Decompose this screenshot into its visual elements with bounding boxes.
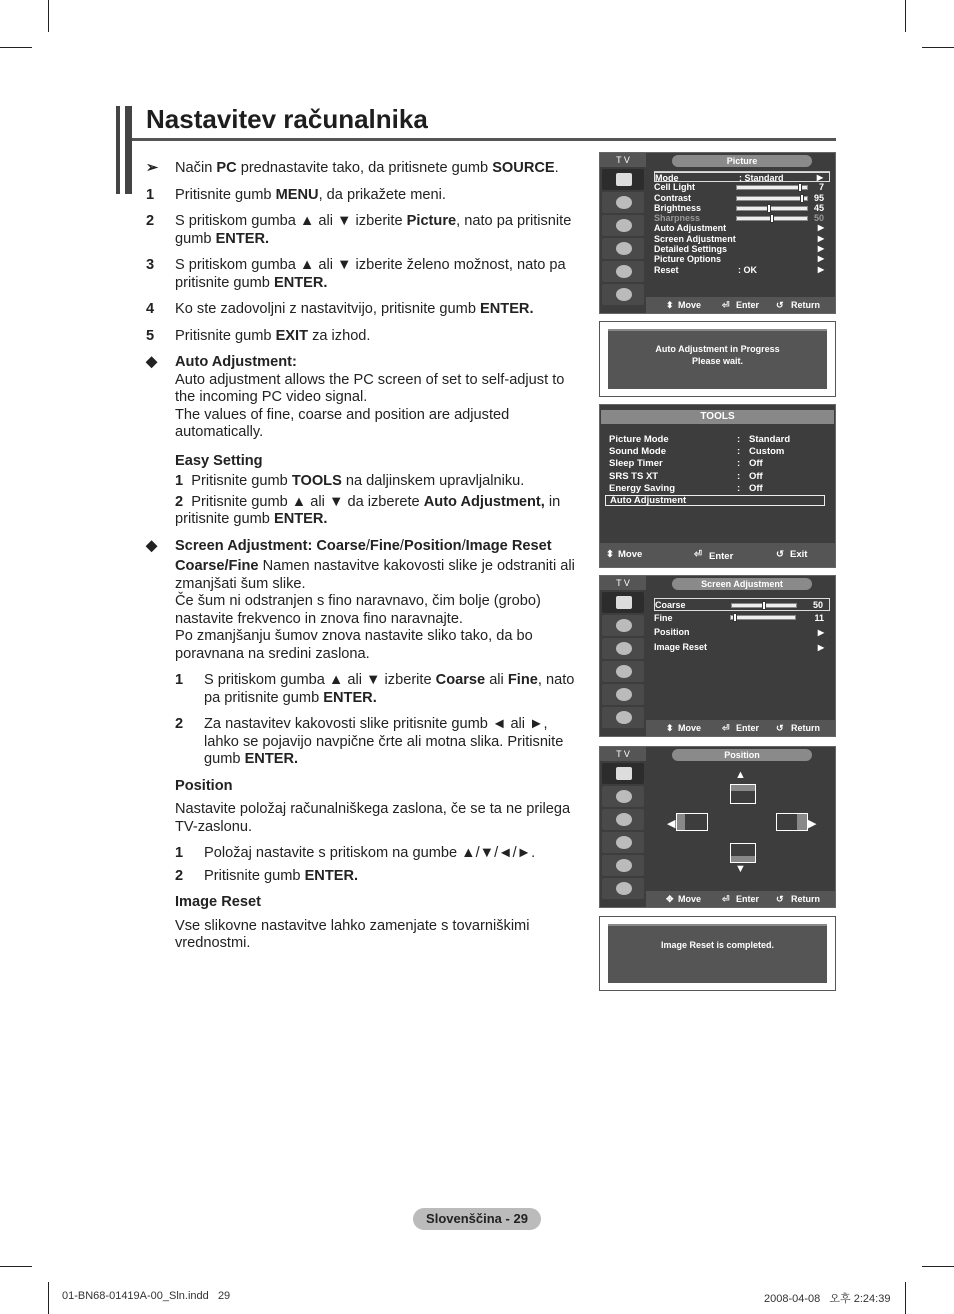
intro-line: ➢ Način PC prednastavite tako, da pritisnete gumb SOURCE. bbox=[146, 160, 559, 176]
tools-row-srs[interactable]: SRS TS XT : Off bbox=[609, 471, 763, 482]
osd-menu-list bbox=[654, 171, 830, 275]
cell-light-bar[interactable] bbox=[736, 185, 808, 190]
screen-adjustment-heading: Screen Adjustment: Coarse/Fine/Position/Image Reset bbox=[175, 537, 552, 554]
menu-item-sharpness: Sharpness 50 bbox=[654, 213, 824, 224]
osd-footer: ⬍ Move ⏎ Enter ↺ Return bbox=[646, 297, 835, 313]
coarse-fine-section: Coarse/Fine Namen nastavitve kakovosti slike je odstraniti ali zmanjšati šum slike. Če šum ni odstranjen s fino naravnavo, čim bolje (grobo) nastavite frekvenco in znova fino naravnajte. Po zmanjšanju šumov znova nastavite sliko tako, da bo poravnana na sredini zaslona. 1 S pritiskom gumba ▲ ali ▼ izberite Coarse ali Fine, nato pa pritisnite gumb ENTER. 2 Za nastavitev kakovosti slike pritisnite gumb ◄ ali ►, lahko se pojavijo navpične črte ali motna slika. Pritisnite gumb ENTER. Position Nastavite položaj računalniškega zaslona, če se ta ne prilega TV-zaslonu. 1 Položaj nastavite s pritiskom na gumbe ▲/▼/◄/►. 2 Pritisnite gumb ENTER. Image Reset Vse slikovne nastavitve lahko zamenjate s tovarniškimi vrednostmi. bbox=[175, 558, 586, 953]
osd-header: Picture bbox=[672, 155, 812, 167]
tools-header: TOOLS bbox=[601, 410, 834, 424]
easy-step-1: 1 Pritisnite gumb TOOLS na daljinskem upravljalniku. bbox=[175, 473, 525, 489]
image-reset-heading: Image Reset bbox=[175, 894, 261, 910]
tools-row-sound-mode[interactable]: Sound Mode : Custom bbox=[609, 446, 785, 457]
arrow-left-icon[interactable]: ◀ bbox=[667, 818, 676, 830]
arrow-down-icon[interactable]: ▼ bbox=[735, 863, 746, 875]
screen-top-indicator bbox=[730, 784, 756, 804]
sound-icon[interactable] bbox=[602, 786, 644, 807]
move-icon: ⬍ bbox=[666, 300, 674, 310]
easy-setting-heading: Easy Setting bbox=[175, 452, 263, 469]
menu-item-contrast[interactable]: Contrast 95 bbox=[654, 192, 824, 203]
sound-icon[interactable] bbox=[602, 192, 644, 213]
return-icon: ↺ bbox=[776, 723, 784, 733]
tv-tab: T V bbox=[600, 747, 646, 761]
picture-icon[interactable] bbox=[602, 169, 644, 190]
menu-item-position[interactable]: Position ▶ bbox=[654, 627, 824, 637]
position-step-1: 1 Položaj nastavite s pritiskom na gumbe ▲/▼/◄/►. bbox=[175, 845, 536, 861]
screen-adjustment-heading-row bbox=[146, 538, 586, 556]
instructions-column bbox=[146, 160, 586, 962]
menu-item-cell-light[interactable]: Cell Light 7 bbox=[654, 182, 824, 193]
arrow-icon: ➢ bbox=[146, 160, 159, 176]
input-icon[interactable] bbox=[602, 855, 644, 876]
tools-row-auto-adjustment[interactable]: Auto Adjustment bbox=[605, 495, 825, 506]
crop-mark bbox=[922, 1266, 954, 1267]
sound-icon[interactable] bbox=[602, 615, 644, 636]
osd-footer: ✥ Move ⏎ Enter ↺ Return bbox=[646, 891, 835, 907]
osd-header: Screen Adjustment bbox=[672, 578, 812, 590]
menu-item-picture-options[interactable]: Picture Options ▶ bbox=[654, 254, 824, 265]
coarse-bar[interactable] bbox=[731, 603, 797, 608]
title-accent-bar bbox=[116, 106, 132, 194]
setup-icon[interactable] bbox=[602, 238, 644, 259]
menu-item-screen-adjustment[interactable]: Screen Adjustment ▶ bbox=[654, 233, 824, 244]
crop-mark bbox=[48, 1282, 49, 1314]
enter-icon: ⏎ bbox=[722, 300, 730, 310]
tv-tab: T V bbox=[600, 576, 646, 590]
picture-icon[interactable] bbox=[602, 592, 644, 613]
menu-item-brightness[interactable]: Brightness 45 bbox=[654, 202, 824, 213]
easy-setting-section bbox=[175, 453, 586, 529]
page-title: Nastavitev računalnika bbox=[146, 104, 428, 134]
step-3: 3 S pritiskom gumba ▲ ali ▼ izberite želeno možnost, nato pa pritisnite gumb ENTER. bbox=[146, 257, 566, 291]
position-step-2: 2 Pritisnite gumb ENTER. bbox=[175, 867, 359, 884]
menu-item-coarse[interactable]: Coarse 50 bbox=[654, 598, 830, 611]
crop-mark bbox=[0, 47, 32, 48]
sharpness-bar bbox=[736, 216, 808, 221]
osd-menu-list bbox=[654, 598, 830, 655]
step-5: 5 Pritisnite gumb EXIT za izhod. bbox=[146, 327, 371, 344]
tools-row-picture-mode[interactable]: Picture Mode : Standard bbox=[609, 434, 791, 445]
osd-header: Position bbox=[672, 749, 812, 761]
menu-item-mode[interactable]: Mode : Standard ▶ bbox=[654, 172, 830, 182]
title-underline bbox=[132, 138, 836, 141]
enter-icon: ⏎ bbox=[722, 894, 730, 904]
crop-mark bbox=[48, 0, 49, 32]
tools-footer: ⬍ Move ⏎ Enter ↺ Exit bbox=[600, 543, 835, 567]
application-icon[interactable] bbox=[602, 878, 644, 899]
position-heading: Position bbox=[175, 777, 233, 794]
auto-adjustment-progress-box: Auto Adjustment in Progress Please wait. bbox=[599, 321, 836, 397]
move-icon: ✥ bbox=[666, 894, 674, 904]
position-adjust-area[interactable] bbox=[646, 763, 835, 891]
input-icon[interactable] bbox=[602, 684, 644, 705]
crop-mark bbox=[922, 47, 954, 48]
step-1: 1 Pritisnite gumb MENU, da prikažete meni. bbox=[146, 186, 446, 203]
menu-item-detailed-settings[interactable]: Detailed Settings ▶ bbox=[654, 244, 824, 255]
page-number: Slovenščina - 29 bbox=[413, 1208, 541, 1230]
image-reset-box: Image Reset is completed. bbox=[599, 916, 836, 991]
auto-adjustment-section: ◆ Auto Adjustment: Auto adjustment allows the PC screen of set to self-adjust to the incoming PC video signal. The values of fine, coarse and position are adjusted automatically. bbox=[146, 354, 565, 440]
osd-picture-menu bbox=[599, 152, 836, 314]
tools-menu bbox=[599, 404, 836, 568]
osd-sidebar bbox=[600, 169, 646, 307]
channel-icon[interactable] bbox=[602, 215, 644, 236]
footer-timestamp: 2008-04-08 오후 2:24:39 bbox=[764, 1293, 891, 1305]
menu-item-image-reset[interactable]: Image Reset ▶ bbox=[654, 642, 824, 652]
application-icon[interactable] bbox=[602, 284, 644, 305]
menu-item-reset[interactable]: Reset : OK ▶ bbox=[654, 264, 824, 275]
application-icon[interactable] bbox=[602, 707, 644, 728]
footer-file-info: 01-BN68-01419A-00_Sln.indd 29 bbox=[62, 1290, 231, 1302]
input-icon[interactable] bbox=[602, 261, 644, 282]
enter-icon: ⏎ bbox=[694, 549, 702, 560]
tv-tab: T V bbox=[600, 153, 646, 167]
step-4: 4 Ko ste zadovoljni z nastavitvijo, pritisnite gumb ENTER. bbox=[146, 301, 534, 317]
setup-icon[interactable] bbox=[602, 832, 644, 853]
screen-bottom-indicator bbox=[730, 843, 756, 863]
step-2: 2 S pritiskom gumba ▲ ali ▼ izberite Picture, nato pa pritisnite gumb ENTER. bbox=[146, 213, 572, 247]
osd-sidebar bbox=[600, 763, 646, 901]
brightness-bar[interactable] bbox=[736, 206, 808, 211]
coarse-fine-step-2: 2 Za nastavitev kakovosti slike pritisnite gumb ◄ ali ►, lahko se pojavijo navpične črte ali motna slika. Pritisnite gumb ENTER. bbox=[175, 716, 564, 767]
tools-row-sleep-timer[interactable]: Sleep Timer : Off bbox=[609, 458, 763, 469]
return-icon: ↺ bbox=[776, 300, 784, 310]
channel-icon[interactable] bbox=[602, 638, 644, 659]
contrast-bar[interactable] bbox=[736, 196, 808, 201]
crop-mark bbox=[905, 0, 906, 32]
menu-item-auto-adjustment[interactable]: Auto Adjustment ▶ bbox=[654, 223, 824, 234]
coarse-fine-step-1: 1 S pritiskom gumba ▲ ali ▼ izberite Coarse ali Fine, nato pa pritisnite gumb ENTER. bbox=[175, 672, 575, 706]
return-icon: ↺ bbox=[776, 894, 784, 904]
setup-icon[interactable] bbox=[602, 661, 644, 682]
arrow-right-icon[interactable]: ▶ bbox=[808, 818, 817, 830]
arrow-up-icon[interactable]: ▲ bbox=[735, 769, 746, 781]
screen-left-indicator bbox=[676, 813, 708, 831]
channel-icon[interactable] bbox=[602, 809, 644, 830]
move-icon: ⬍ bbox=[606, 549, 614, 560]
return-icon: ↺ bbox=[776, 549, 784, 560]
diamond-bullet-icon: ◆ bbox=[146, 354, 158, 370]
picture-icon[interactable] bbox=[602, 763, 644, 784]
screen-right-indicator bbox=[776, 813, 808, 831]
menu-item-fine[interactable]: Fine 11 bbox=[654, 613, 824, 623]
osd-position bbox=[599, 746, 836, 908]
tools-row-energy-saving[interactable]: Energy Saving : Off bbox=[609, 483, 763, 494]
enter-icon: ⏎ bbox=[722, 723, 730, 733]
crop-mark bbox=[0, 1266, 32, 1267]
auto-adjustment-heading: Auto Adjustment: bbox=[175, 354, 297, 370]
fine-bar[interactable] bbox=[730, 615, 796, 620]
diamond-bullet-icon: ◆ bbox=[146, 537, 158, 554]
crop-mark bbox=[905, 1282, 906, 1314]
osd-footer: ⬍ Move ⏎ Enter ↺ Return bbox=[646, 720, 835, 736]
osd-sidebar bbox=[600, 592, 646, 730]
move-icon: ⬍ bbox=[666, 723, 674, 733]
osd-screen-adjustment bbox=[599, 575, 836, 737]
easy-step-2: 2 Pritisnite gumb ▲ ali ▼ da izberete Auto Adjustment, in pritisnite gumb ENTER. bbox=[175, 493, 561, 527]
